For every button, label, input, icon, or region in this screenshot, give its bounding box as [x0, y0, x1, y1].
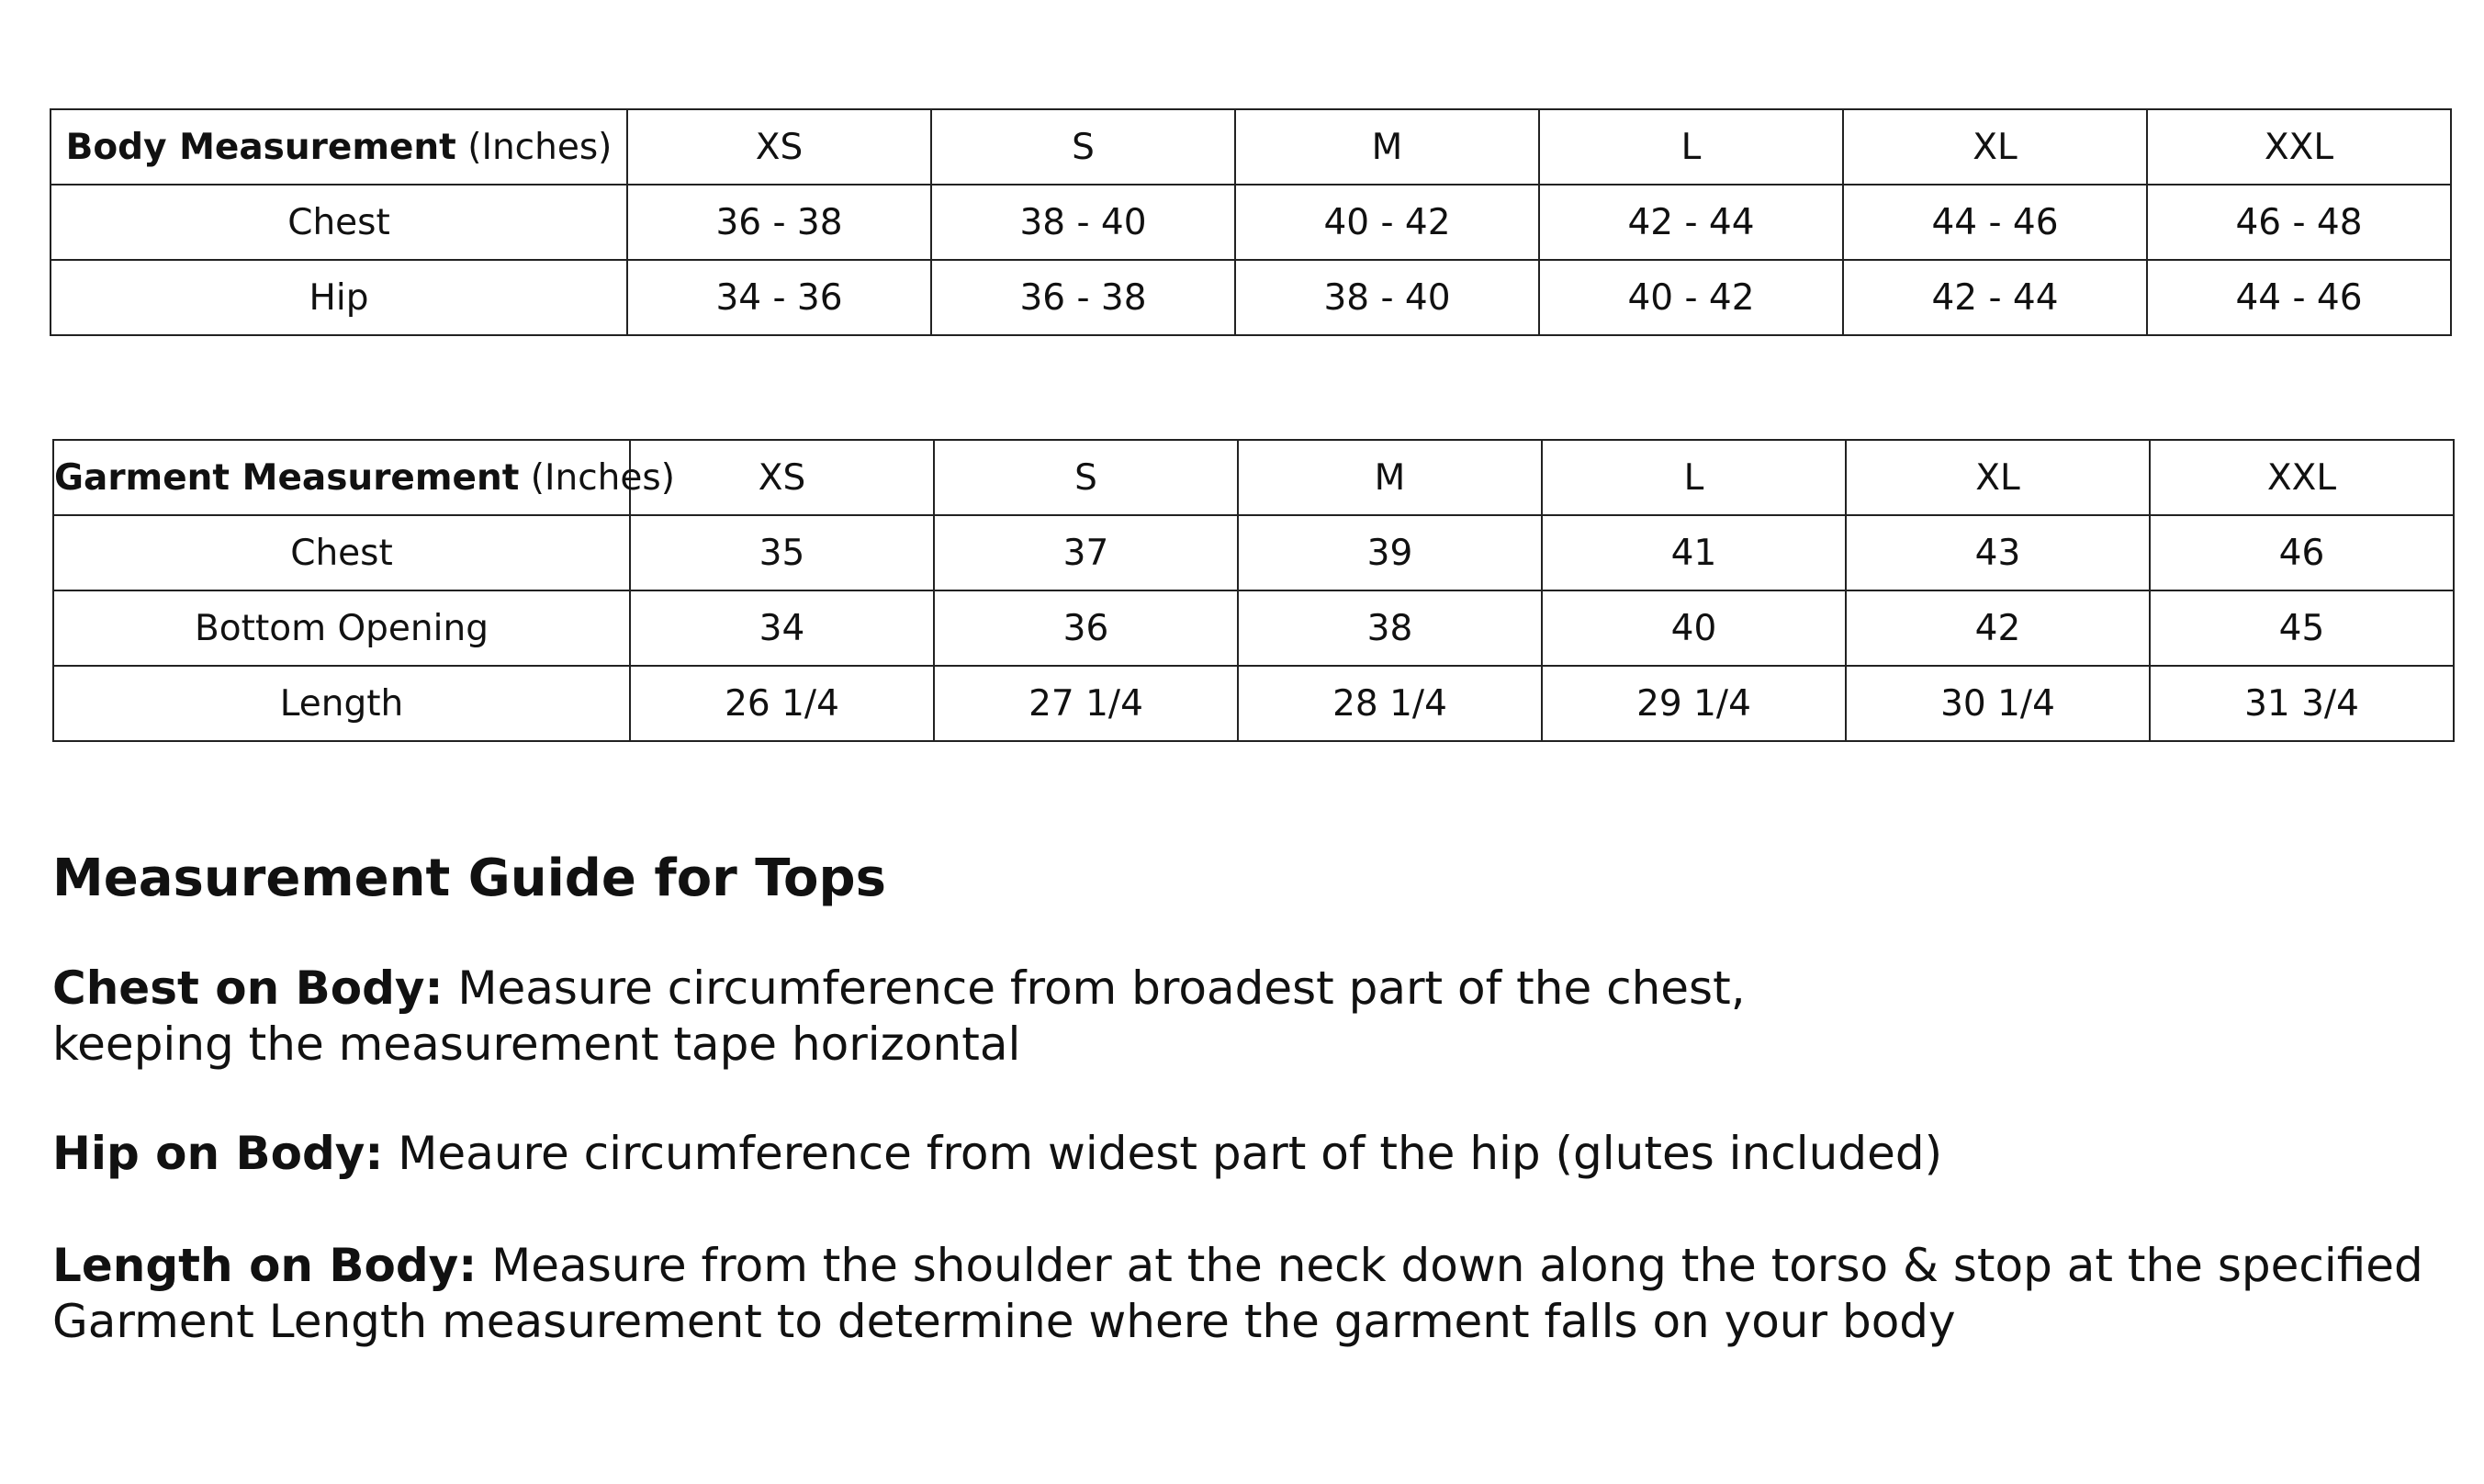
guide-line — [52, 961, 2440, 1017]
table-cell: 38 - 40 — [931, 185, 1235, 260]
table-header-row — [51, 109, 2451, 185]
guide-term: Length on Body: — [52, 1239, 478, 1292]
table-cell: 38 — [1238, 590, 1542, 666]
table-cell: 40 — [1542, 590, 1846, 666]
table-cell: 43 — [1846, 515, 2150, 590]
table-cell: 28 1/4 — [1238, 666, 1542, 741]
header-label-bold: Body Measurement — [65, 126, 456, 168]
size-header-cell: M — [1238, 440, 1542, 515]
guide-chest-paragraph — [52, 961, 2440, 1073]
table-cell: 34 - 36 — [627, 260, 931, 335]
table-row — [53, 590, 2454, 666]
table-cell: 39 — [1238, 515, 1542, 590]
table-cell: 31 3/4 — [2150, 666, 2454, 741]
table-row — [53, 515, 2454, 590]
table-cell: 42 - 44 — [1539, 185, 1843, 260]
table-cell: 42 - 44 — [1843, 260, 2147, 335]
size-header-cell: XL — [1846, 440, 2150, 515]
table-cell: 40 - 42 — [1539, 260, 1843, 335]
table-cell: 36 — [934, 590, 1238, 666]
table-cell: 40 - 42 — [1235, 185, 1539, 260]
table-cell: 38 - 40 — [1235, 260, 1539, 335]
size-header-cell: XS — [630, 440, 934, 515]
guide-hip-paragraph — [52, 1126, 2440, 1182]
row-label-cell: Bottom Opening — [53, 590, 630, 666]
guide-text: Meaure circumference from widest part of the hip (glutes included) — [383, 1127, 1943, 1180]
table-cell: 44 - 46 — [1843, 185, 2147, 260]
guide-text: Measure from the shoulder at the neck down along the torso & stop at the specified — [477, 1239, 2423, 1292]
size-header-cell: L — [1542, 440, 1846, 515]
table-cell: 27 1/4 — [934, 666, 1238, 741]
size-header-cell: XXL — [2150, 440, 2454, 515]
table-row — [51, 185, 2451, 260]
guide-line: keeping the measurement tape horizontal — [52, 1017, 1021, 1071]
table-cell: 30 1/4 — [1846, 666, 2150, 741]
guide-line: Garment Length measurement to determine where the garment falls on your body — [52, 1295, 1956, 1348]
guide-title: Measurement Guide for Tops — [52, 849, 886, 908]
table-cell: 36 - 38 — [931, 260, 1235, 335]
row-label-cell: Chest — [51, 185, 627, 260]
size-header-cell: XL — [1843, 109, 2147, 185]
header-label-cell — [51, 109, 627, 185]
header-label-cell — [53, 440, 675, 515]
garment-measurement-table — [52, 439, 2455, 742]
row-label-cell: Length — [53, 666, 630, 741]
size-header-cell: XS — [627, 109, 931, 185]
header-label-bold: Garment Measurement — [54, 456, 520, 499]
table-cell: 37 — [934, 515, 1238, 590]
table-cell: 44 - 46 — [2147, 260, 2451, 335]
guide-line — [52, 1238, 2440, 1294]
guide-length-paragraph — [52, 1238, 2440, 1350]
header-label-unit: (Inches) — [530, 456, 675, 499]
table-cell: 29 1/4 — [1542, 666, 1846, 741]
guide-line — [52, 1126, 2440, 1182]
table-header-row — [53, 440, 2454, 515]
size-header-cell: S — [934, 440, 1238, 515]
header-label-unit: (Inches) — [467, 126, 613, 168]
table-cell: 46 - 48 — [2147, 185, 2451, 260]
size-header-cell: S — [931, 109, 1235, 185]
table-cell: 26 1/4 — [630, 666, 934, 741]
table-cell: 42 — [1846, 590, 2150, 666]
size-header-cell: L — [1539, 109, 1843, 185]
row-label-cell: Chest — [53, 515, 630, 590]
table-cell: 34 — [630, 590, 934, 666]
table-cell: 35 — [630, 515, 934, 590]
row-label-cell: Hip — [51, 260, 627, 335]
table-row — [53, 666, 2454, 741]
table-cell: 46 — [2150, 515, 2454, 590]
table-cell: 45 — [2150, 590, 2454, 666]
size-header-cell: XXL — [2147, 109, 2451, 185]
guide-text: Measure circumference from broadest part of the chest, — [443, 961, 1746, 1015]
body-measurement-table — [50, 108, 2452, 336]
guide-term: Chest on Body: — [52, 961, 444, 1015]
table-cell: 36 - 38 — [627, 185, 931, 260]
size-header-cell: M — [1235, 109, 1539, 185]
guide-term: Hip on Body: — [52, 1127, 384, 1180]
table-row — [51, 260, 2451, 335]
table-cell: 41 — [1542, 515, 1846, 590]
